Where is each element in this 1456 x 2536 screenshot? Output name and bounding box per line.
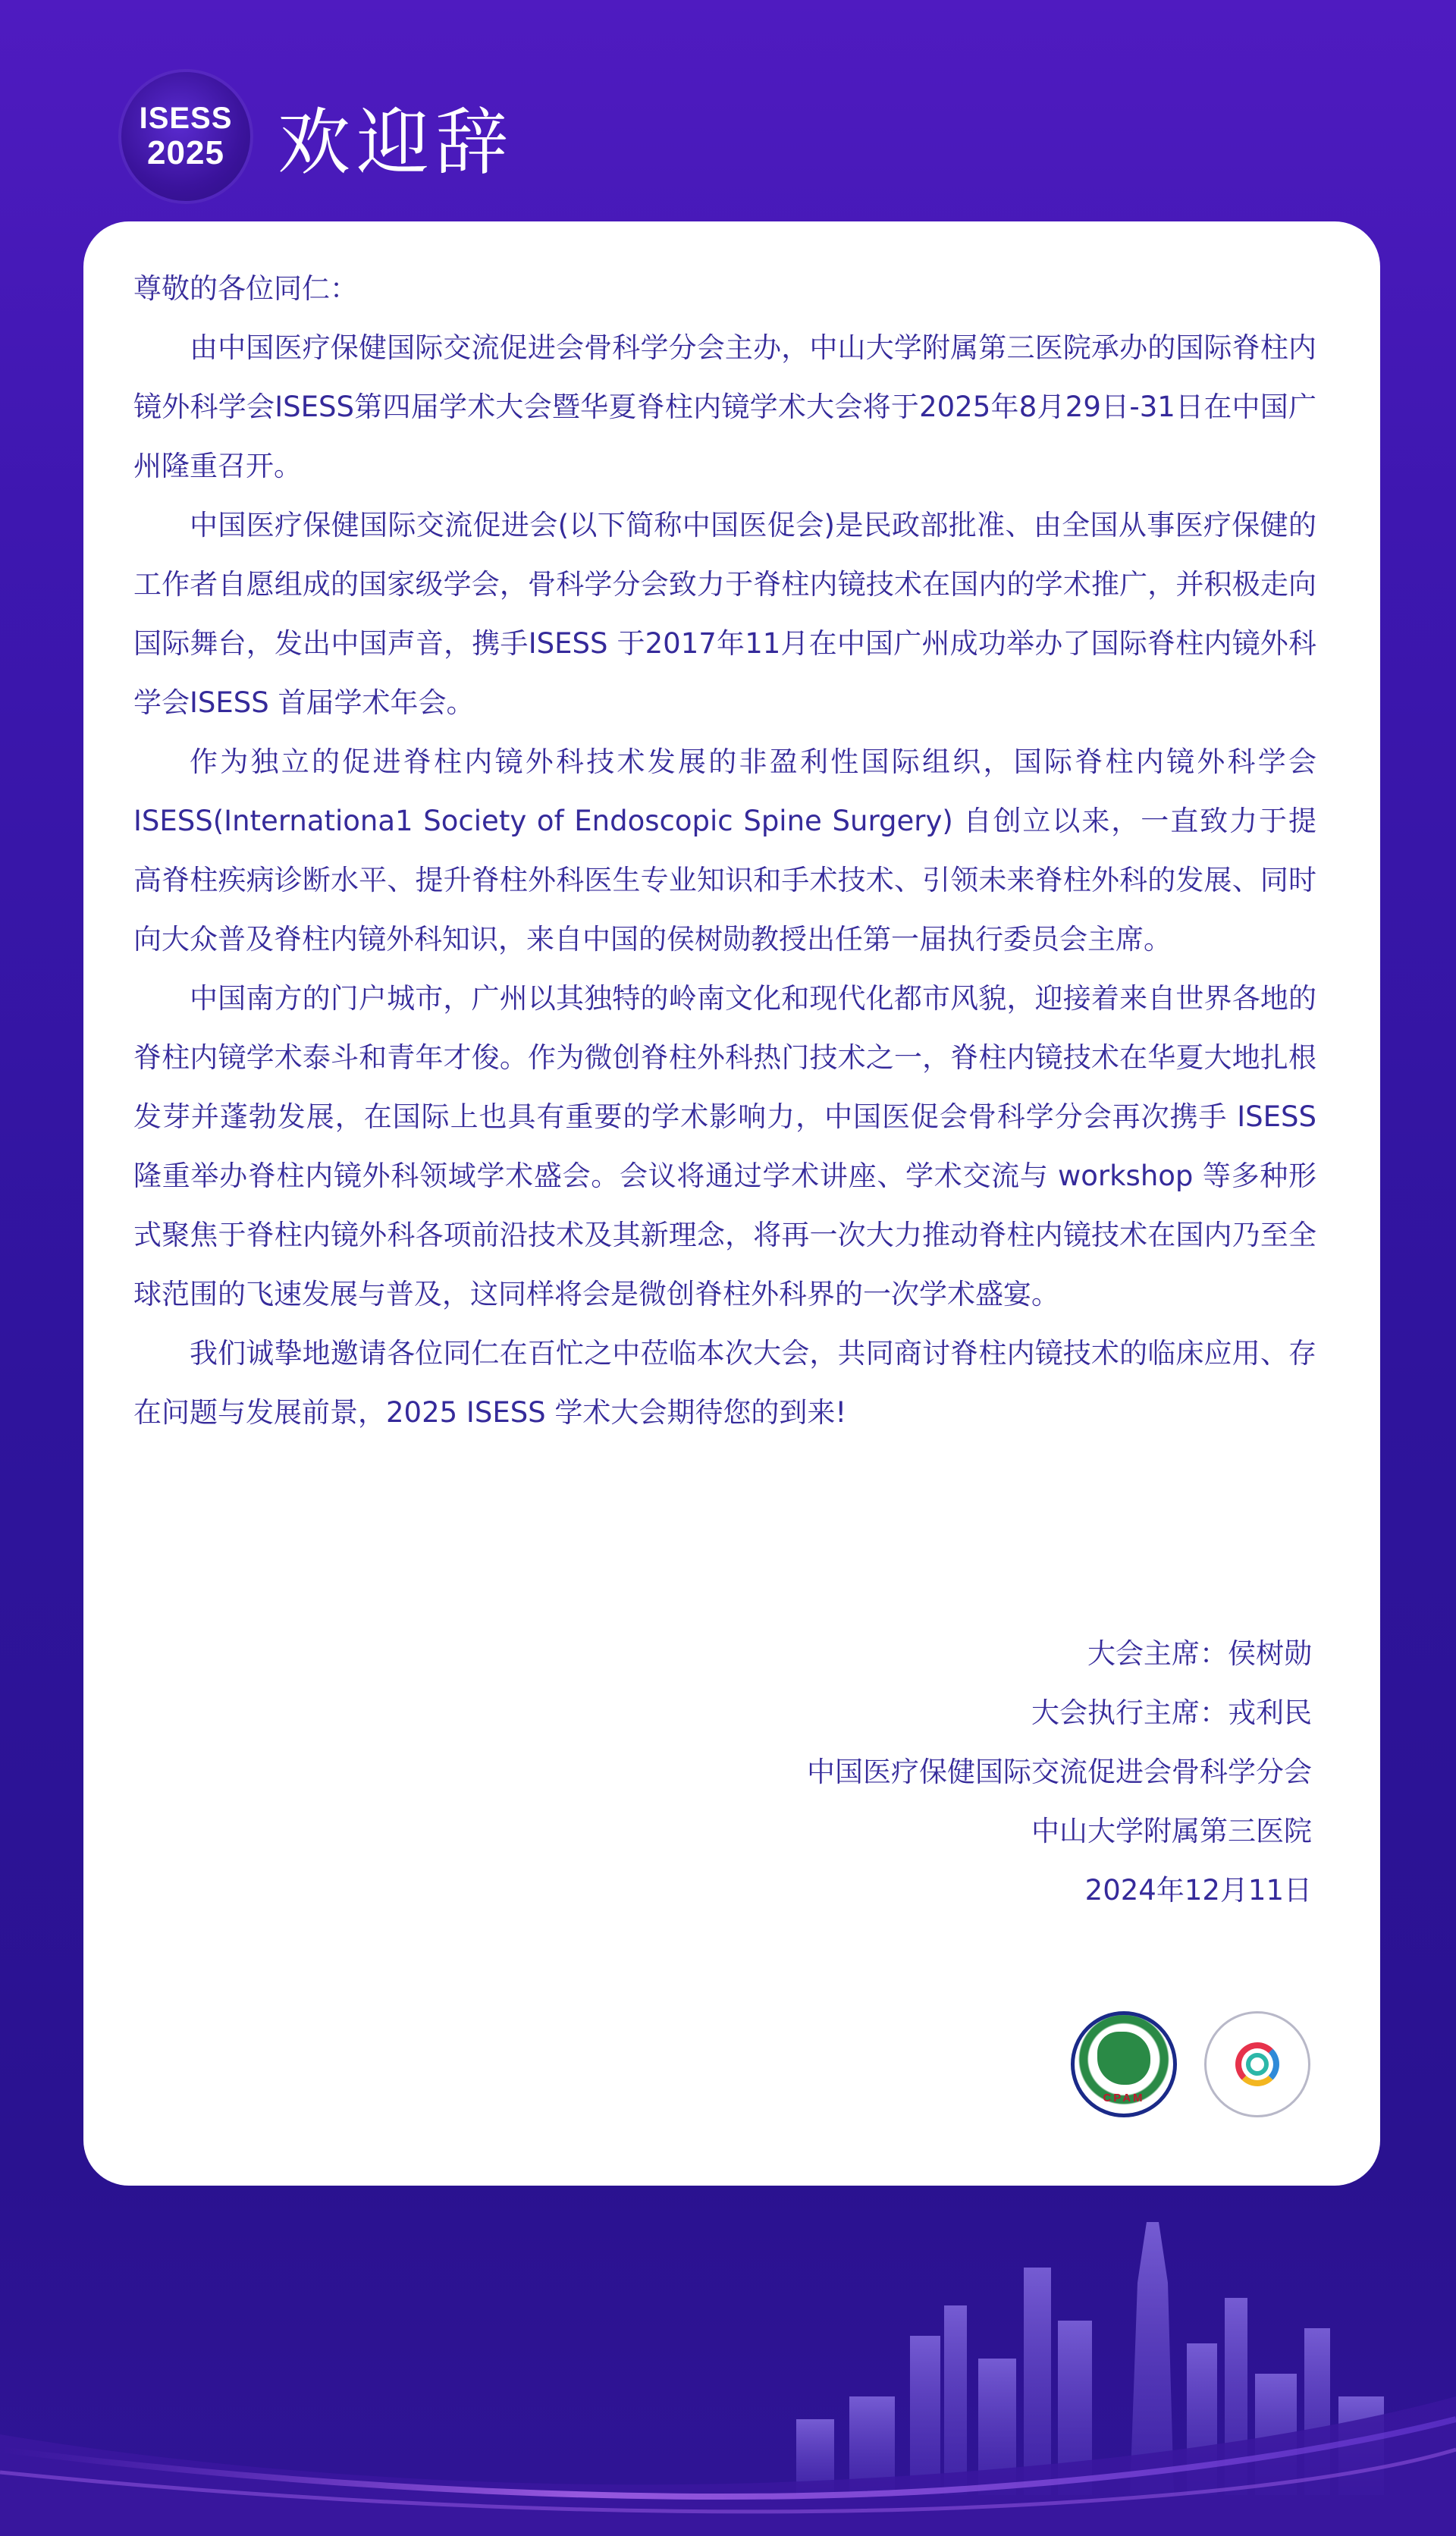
cpam-logo — [1071, 2011, 1177, 2117]
cpam-map-icon — [1097, 2032, 1150, 2085]
letter-card — [83, 221, 1380, 2186]
date-line: 2024年12月11日 — [1084, 1874, 1312, 1907]
organization-line: 中国医疗保健国际交流促进会骨科学分会 — [807, 1756, 1312, 1788]
exec-chair-line: 大会执行主席：戎利民 — [1031, 1696, 1312, 1729]
logo-line2: 2025 — [147, 134, 224, 171]
hospital-logo — [1204, 2011, 1310, 2117]
salutation: 尊敬的各位同仁： — [133, 272, 358, 305]
hospital-inner-ring-icon — [1246, 2053, 1269, 2076]
paragraph-1: 由中国医疗保健国际交流促进会骨科学分会主办，中山大学附属第三医院承办的国际脊柱内镜外科学会ISESS第四届学术大会暨华夏脊柱内镜学术大会将于2025年8月29日-31日在中国广州隆重召开。 — [133, 331, 1316, 482]
paragraph-2: 中国医疗保健国际交流促进会(以下简称中国医促会)是民政部批准、由全国从事医疗保健的工作者自愿组成的国家级学会，骨科学分会致力于脊柱内镜技术在国内的学术推广，并积极走向国际舞台，发出中国声音，携手ISESS 于2017年11月在中国广州成功举办了国际脊柱内镜外科学会ISESS 首届学术年会。 — [133, 509, 1316, 719]
hospital-line: 中山大学附属第三医院 — [1031, 1815, 1312, 1847]
chair-line: 大会主席：侯树勋 — [1087, 1637, 1312, 1670]
paragraph-3: 作为独立的促进脊柱内镜外科技术发展的非盈利性国际组织，国际脊柱内镜外科学会ISESS(Internationa1 Society of Endoscopic Spine Surgery) 自创立以来，一直致力于提高脊柱疾病诊断水平、提升脊柱外科医生专业知识和手术技术、引领未来脊柱外科的发展、同时向大众普及脊柱内镜外科知识，来自中国的侯树勋教授出任第一届执行委员会主席。 — [133, 745, 1316, 956]
isess-2025-logo — [121, 72, 250, 201]
skyline-decoration — [0, 2222, 1456, 2536]
page-title: 欢迎辞 — [278, 99, 514, 185]
paragraph-5: 我们诚挚地邀请各位同仁在百忙之中莅临本次大会，共同商讨脊柱内镜技术的临床应用、存在问题与发展前景，2025 ISESS 学术大会期待您的到来! — [133, 1337, 1316, 1429]
cpam-logo-text: CPAM — [1103, 2092, 1145, 2104]
signature-block — [807, 1624, 1312, 1920]
logo-line1: ISESS — [139, 102, 233, 135]
header — [121, 68, 514, 205]
paragraph-4: 中国南方的门户城市，广州以其独特的岭南文化和现代化都市风貌，迎接着来自世界各地的脊柱内镜学术泰斗和青年才俊。作为微创脊柱外科热门技术之一，脊柱内镜技术在华夏大地扎根发芽并蓬勃发展，在国际上也具有重要的学术影响力，中国医促会骨科学分会再次携手 ISESS 隆重举办脊柱内镜外科领域学术盛会。会议将通过学术讲座、学术交流与 workshop 等多种形式聚焦于脊柱内镜外科各项前沿技术及其新理念，将再一次大力推动脊柱内镜技术在国内乃至全球范围的飞速发展与普及，这同样将会是微创脊柱外科界的一次学术盛宴。 — [133, 982, 1316, 1310]
letter-body — [133, 259, 1316, 1442]
organizer-logos — [1071, 2011, 1310, 2117]
